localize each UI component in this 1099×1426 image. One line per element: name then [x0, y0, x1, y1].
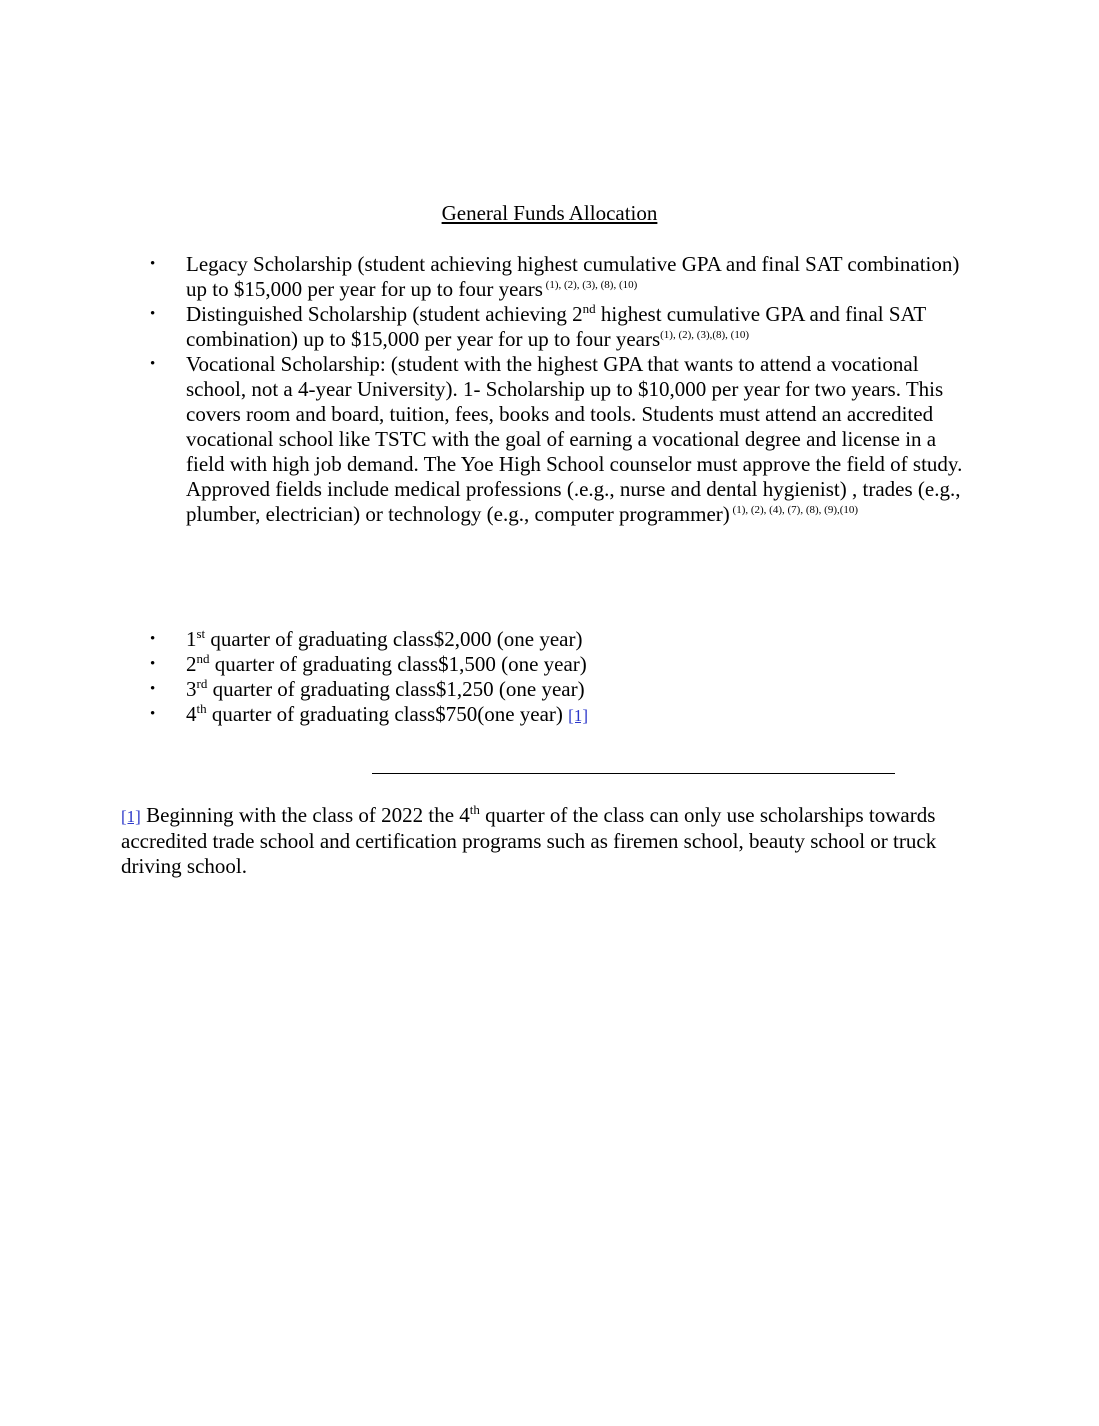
footnote-text: Beginning with the class of 2022 the 4 [140, 803, 470, 827]
quarter-award-text: quarter of graduating class$1,500 (one year) [209, 652, 587, 676]
bullet-icon: • [150, 656, 156, 672]
bullet-icon: • [150, 706, 156, 722]
list-item-quarter-3 [150, 677, 970, 702]
scholarship-description: Vocational Scholarship: (student with the highest GPA that wants to attend a vocational school, not a 4-year University). 1- Scholarship up to $10,000 per year for two years. This covers room and board, tuition, fees, books and tools. Students must attend an accredited vocational school like TSTC with the goal of earning a vocational degree and license in a field with high job demand. The Yoe High School counselor must approve the field of study. Approved fields include medical professions (.e.g., nurse and dental hygienist) , trades (e.g., plumber, electrician) or technology (e.g., computer programmer) [186, 352, 963, 526]
scholarship-description-continued: highest cumulative GPA and final SAT combination) up to $15,000 per year for up to four years [186, 302, 926, 351]
bullet-icon: • [150, 681, 156, 697]
bullet-icon: • [150, 306, 156, 322]
bullet-icon: • [150, 631, 156, 647]
reference-numbers: (1), (2), (3),(8), (10) [660, 329, 750, 341]
footnote [121, 803, 981, 879]
page-title [0, 198, 1099, 228]
quarter-number: 3 [186, 677, 197, 701]
reference-numbers: (1), (2), (3), (8), (10) [542, 279, 638, 291]
ordinal-suffix: th [469, 802, 480, 817]
footnote-text-continued: quarter of the class can only use scholarships towards accredited trade school and certification programs such as firemen school, beauty school or truck driving school. [121, 803, 937, 878]
list-item-quarter-4 [150, 702, 970, 728]
scholarship-description: Distinguished Scholarship (student achieving 2 [186, 302, 583, 326]
quarter-award-text: quarter of graduating class$2,000 (one year) [205, 627, 583, 651]
quarter-award-text: quarter of graduating class$1,250 (one year) [207, 677, 585, 701]
ordinal-suffix: rd [196, 676, 208, 691]
list-item-vocational-scholarship [150, 352, 970, 527]
ordinal-suffix: st [196, 626, 206, 641]
footnote-separator [372, 773, 895, 774]
scholarship-list [150, 252, 970, 527]
page-title-text: General Funds Allocation [441, 201, 658, 225]
bullet-icon: • [150, 256, 156, 272]
quarter-number: 4 [186, 702, 197, 726]
scholarship-description: Legacy Scholarship (student achieving highest cumulative GPA and final SAT combination) up to $15,000 per year for up to four years [186, 252, 960, 301]
reference-numbers: (1), (2), (4), (7), (8), (9),(10) [729, 504, 859, 516]
quarter-award-list [150, 627, 970, 728]
list-item-legacy-scholarship [150, 252, 970, 302]
ordinal-suffix: nd [582, 301, 596, 316]
quarter-award-text: quarter of graduating class$750(one year) [206, 702, 569, 726]
list-item-quarter-2 [150, 652, 970, 677]
quarter-number: 2 [186, 652, 197, 676]
ordinal-suffix: nd [196, 651, 210, 666]
list-item-distinguished-scholarship [150, 302, 970, 352]
footnote-reference-link[interactable]: [1] [568, 706, 588, 725]
ordinal-suffix: th [196, 701, 207, 716]
quarter-number: 1 [186, 627, 197, 651]
bullet-icon: • [150, 356, 156, 372]
list-item-quarter-1 [150, 627, 970, 652]
footnote-marker-link[interactable]: [1] [121, 807, 141, 826]
